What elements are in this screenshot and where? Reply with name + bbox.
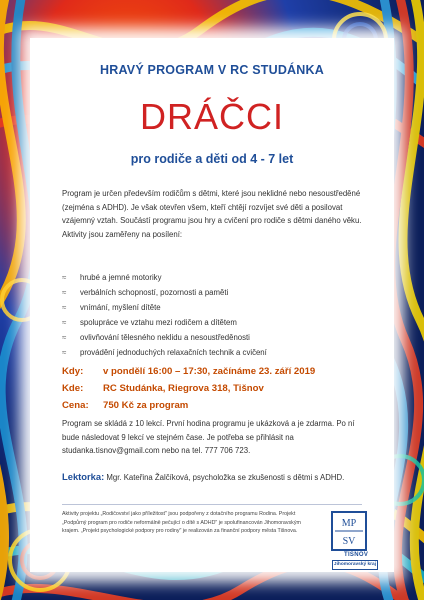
tisnov-logo: TIŠNOV xyxy=(344,552,369,558)
event-info xyxy=(62,363,315,414)
wave-bullet-icon: ≈ xyxy=(62,288,67,297)
list-item: ≈ verbálních schopností, pozornosti a paměti xyxy=(62,285,367,300)
wave-bullet-icon: ≈ xyxy=(62,333,67,342)
price-row xyxy=(62,397,315,414)
wave-bullet-icon: ≈ xyxy=(62,348,67,357)
lector-info xyxy=(62,470,367,485)
when-row xyxy=(62,363,315,380)
when-value: v pondělí 16:00 – 17:30, začínáme 23. září 2019 xyxy=(103,366,316,377)
lector-label: Lektorka: xyxy=(62,471,105,482)
price-value: 750 Kč za program xyxy=(103,400,189,411)
where-value: RC Studánka, Riegrova 318, Tišnov xyxy=(103,383,264,394)
intro-paragraph: Program je určen především rodičům s dětmi, které jsou neklidné nebo nesoustředěné (zejména s ADHD). Je však otevřen všem, kteří chtějí rozvíjet své děti a posilovat vzájemný vztah. Součástí programu jsou hry a cvičení pro rodiče s dětmi daného věku. Aktivity jsou zaměřeny na posílení: xyxy=(62,189,362,239)
when-label: Kdy: xyxy=(62,366,84,377)
wave-bullet-icon: ≈ xyxy=(62,303,67,312)
focus-list xyxy=(62,270,367,360)
list-item: ≈ spolupráce ve vztahu mezi rodičem a dítětem xyxy=(62,315,367,330)
where-row xyxy=(62,380,315,397)
page-title: DRÁČCI xyxy=(139,96,284,137)
lector-text: Mgr. Kateřina Žalčíková, psycholožka se zkušenosti s dětmi s ADHD. xyxy=(106,473,345,482)
list-item: ≈ vnímání, myšlení dítěte xyxy=(62,300,367,315)
funding-footer: Aktivity projektu „Rodičovství jako příležitost" jsou podpořeny z dotačního programu Rodina. Projekt „Podpůrný program pro rodiče neformálně pečující o dítě s ADHD" je spolufinancován Jihomoravským krajem. „Projekt psychologické podpory pro rodiny" je realizován za finanční podpory města Tišnova. xyxy=(62,511,301,535)
list-item: ≈ provádění jednoduchých relaxačních technik a cvičení xyxy=(62,345,367,360)
wave-bullet-icon: ≈ xyxy=(62,318,67,327)
list-item: ≈ ovlivňování tělesného neklidu a nesoustředěnosti xyxy=(62,330,367,345)
footer-divider xyxy=(62,504,362,505)
price-label: Cena: xyxy=(62,400,89,411)
program-kicker: HRAVÝ PROGRAM V RC STUDÁNKA xyxy=(100,63,324,77)
jihomoravsky-kraj-logo: Jihomoravský kraj xyxy=(332,560,378,570)
content-card xyxy=(30,38,394,572)
list-item: ≈ hrubé a jemné motoriky xyxy=(62,270,367,285)
mpsv-logo xyxy=(331,511,367,551)
age-subtitle: pro rodiče a děti od 4 - 7 let xyxy=(130,152,294,166)
wave-bullet-icon: ≈ xyxy=(62,273,67,282)
details-paragraph: Program se skládá z 10 lekcí. První hodina programu je ukázková a je zdarma. Po ní bude následovat 9 lekcí ve stejném čase. Je potřeba se přihlásit na studanka.tisnov@gmail.com nebo na tel. 777 706 723. xyxy=(62,419,355,456)
svg-text:MP: MP xyxy=(341,518,357,529)
svg-text:SV: SV xyxy=(342,536,356,547)
where-label: Kde: xyxy=(62,383,84,394)
